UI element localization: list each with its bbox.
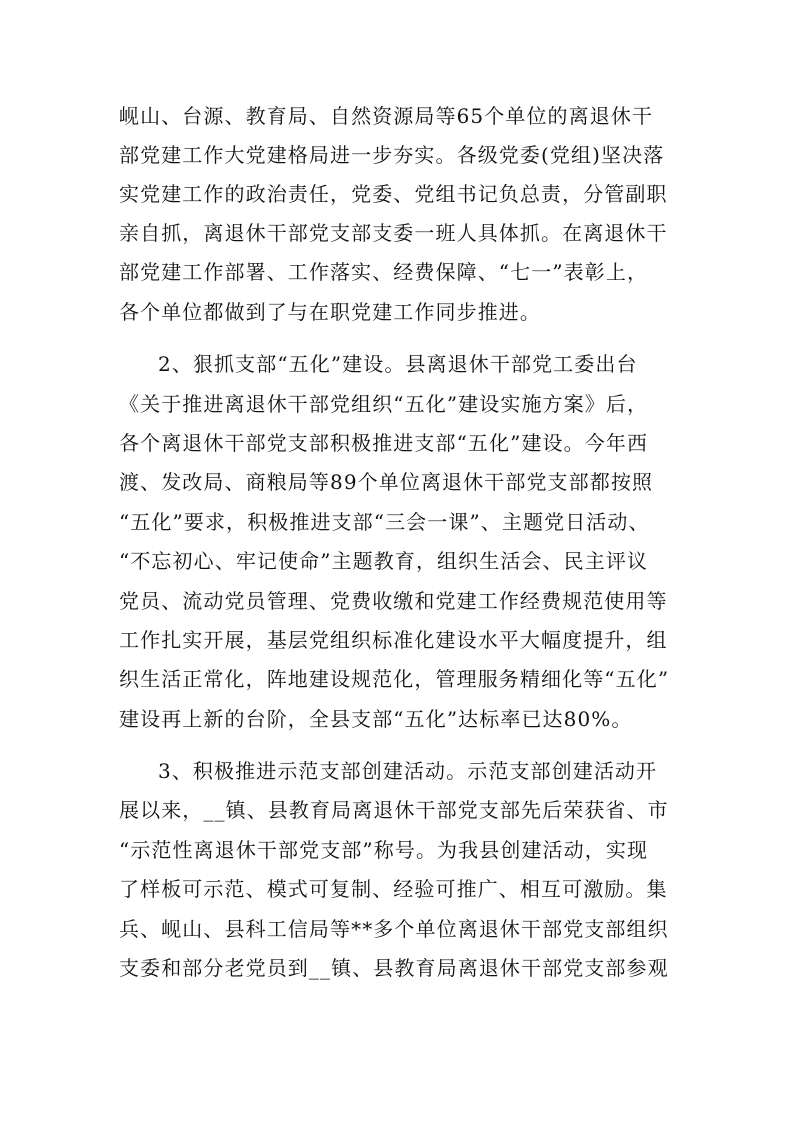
text-line-11: “五化”要求，积极推进支部“三会一课”、主题党日活动、 [119, 510, 650, 534]
text-line-1: 岘山、台源、教育局、自然资源局等65个单位的离退休干 [119, 104, 654, 128]
text-line-3: 实党建工作的政治责任，党委、党组书记负总责，分管副职 [119, 182, 668, 206]
paragraph-2-heading-line: 2、狠抓支部“五化”建设。县离退休干部党工委出台 [158, 352, 638, 376]
text-line-6: 各个单位都做到了与在职党建工作同步推进。 [119, 300, 541, 324]
text-line-20: 了样板可示范、模式可复制、经验可推广、相互可激励。集 [119, 877, 668, 901]
text-line-15: 织生活正常化，阵地建设规范化，管理服务精细化等“五化” [119, 667, 670, 691]
text-line-19: “示范性离退休干部党支部”称号。为我县创建活动，实现 [119, 838, 649, 862]
text-line-22: 支委和部分老党员到__镇、县教育局离退休干部党支部参观 [119, 956, 669, 980]
text-line-5: 部党建工作部署、工作落实、经费保障、“七一”表彰上， [119, 260, 649, 284]
text-line-18: 展以来，__镇、县教育局离退休干部党支部先后荣获省、市 [119, 798, 669, 822]
text-line-8: 《关于推进离退休干部党组织“五化”建设实施方案》后， [119, 392, 649, 416]
text-line-9: 各个离退休干部党支部积极推进支部“五化”建设。今年西 [119, 431, 649, 455]
text-line-21: 兵、岘山、县科工信局等**多个单位离退休干部党支部组织 [119, 917, 669, 941]
text-line-10: 渡、发改局、商粮局等89个单位离退休干部党支部都按照 [119, 470, 654, 494]
text-line-2: 部党建工作大党建格局进一步夯实。各级党委(党组)坚决落 [119, 143, 665, 167]
text-line-12: “不忘初心、牢记使命”主题教育，组织生活会、民主评议 [119, 549, 649, 573]
text-line-16: 建设再上新的台阶，全县支部“五化”达标率已达80%。 [119, 707, 633, 731]
text-line-4: 亲自抓，离退休干部党支部支委一班人具体抓。在离退休干 [119, 221, 668, 245]
text-line-14: 工作扎实开展，基层党组织标准化建设水平大幅度提升，组 [119, 628, 668, 652]
text-line-13: 党员、流动党员管理、党费收缴和党建工作经费规范使用等 [119, 589, 668, 613]
paragraph-3-heading-line: 3、积极推进示范支部创建活动。示范支部创建活动开 [158, 759, 658, 783]
